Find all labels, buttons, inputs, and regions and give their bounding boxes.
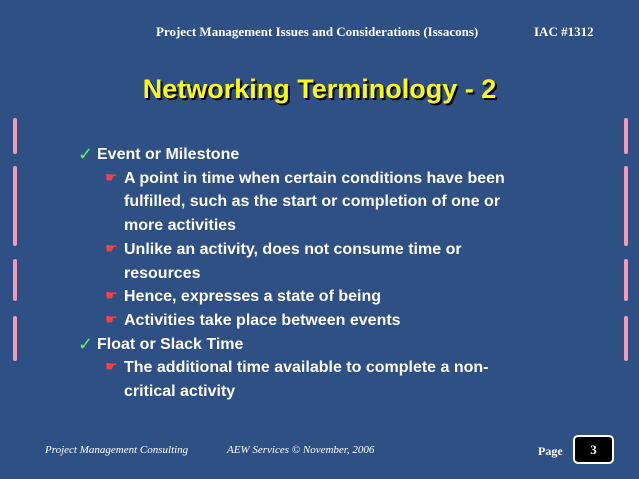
- bullet-item: ☛ Hence, expresses a state of being: [78, 285, 598, 309]
- pointing-hand-icon: ☛: [105, 288, 118, 305]
- check-icon: ✓: [78, 333, 94, 355]
- header-course-id: IAC #1312: [534, 24, 594, 39]
- pointing-hand-icon: ☛: [105, 359, 118, 376]
- pointing-hand-icon: ☛: [105, 240, 118, 257]
- footer-copyright: AEW Services © November, 2006: [227, 444, 375, 456]
- left-decor-bar: [13, 259, 17, 301]
- check-icon: ✓: [78, 144, 94, 165]
- right-decor-bar: [624, 118, 628, 154]
- left-decor-bar: [13, 316, 17, 361]
- slide-title: Networking Terminology - 2: [142, 74, 497, 104]
- page-number-box: 3: [573, 435, 614, 464]
- bullet-item: ☛ A point in time when certain conditions have been fulfilled, such as the start or completion of one or more activities: [78, 167, 598, 238]
- slide-body: [78, 143, 598, 404]
- left-decor-bar: [13, 166, 17, 246]
- header-course-title: Project Management Issues and Considerations (Issacons): [156, 24, 479, 39]
- page-label: Page: [538, 444, 563, 458]
- topic-heading: ✓ Event or Milestone: [78, 144, 240, 165]
- left-decor-bar: [13, 118, 17, 154]
- right-decor-bar: [624, 166, 628, 246]
- pointing-hand-icon: ☛: [105, 311, 118, 328]
- bullet-item: ☛ Unlike an activity, does not consume time or resources: [78, 238, 598, 285]
- topic-heading: ✓ Float or Slack Time: [78, 333, 244, 355]
- bullet-item: ☛ The additional time available to complete a non- critical activity: [78, 356, 598, 403]
- pointing-hand-icon: ☛: [105, 169, 118, 186]
- footer-company: Project Management Consulting: [45, 444, 189, 456]
- right-decor-bar: [624, 316, 628, 361]
- right-decor-bar: [624, 259, 628, 301]
- bullet-item: ☛ Activities take place between events: [78, 309, 598, 333]
